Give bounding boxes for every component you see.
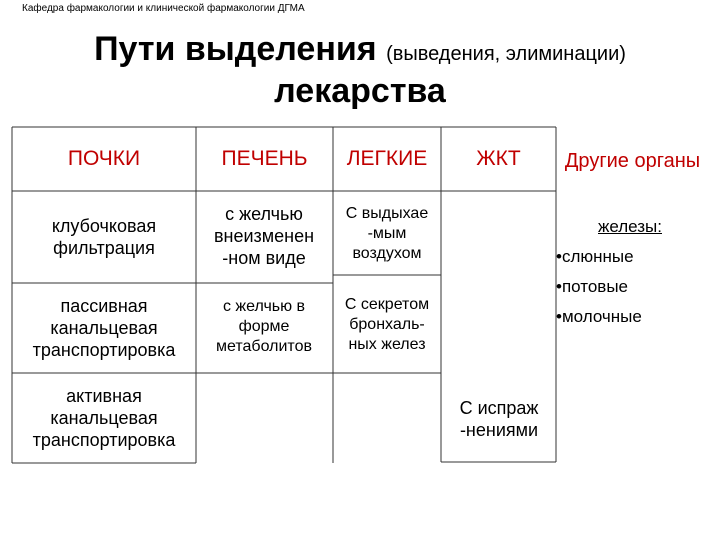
kidney-passive-transport: пассивная канальцевая транспортировка — [32, 296, 176, 360]
header-other: Другие органы — [564, 150, 701, 172]
title-line2: лекарства — [274, 72, 446, 110]
header-lungs: ЛЕГКИЕ — [346, 147, 428, 170]
header-gi: ЖКТ — [476, 147, 521, 170]
title-sub: (выведения, элиминации) — [386, 43, 626, 65]
header-liver: ПЕЧЕНЬ — [221, 147, 308, 170]
lungs-bronchial-secretion: С секретом бронхаль- ных желез — [344, 296, 430, 353]
gland-salivary: •слюнные — [556, 247, 634, 266]
gland-sweat: •потовые — [556, 277, 628, 296]
liver-unchanged-bile: с желчью внеизменен -ном виде — [213, 204, 315, 268]
header-note: Кафедра фармакологии и клинической фармакологии ДГМА — [22, 3, 305, 14]
kidney-active-transport: активная канальцевая транспортировка — [32, 386, 176, 450]
header-kidneys: ПОЧКИ — [67, 147, 141, 170]
gi-feces: С испраж -нениями — [459, 398, 539, 440]
gland-mammary: •молочные — [556, 307, 642, 326]
glands-label: железы: — [598, 217, 662, 236]
liver-metabolites-bile: с желчью в форме метаболитов — [216, 298, 312, 355]
other-organs-list — [556, 212, 706, 332]
lungs-exhaled-air: С выдыхае -мым воздухом — [345, 205, 429, 262]
kidney-glomerular-filtration: клубочковая фильтрация — [51, 216, 157, 258]
title-main: Пути выделения — [94, 30, 377, 68]
